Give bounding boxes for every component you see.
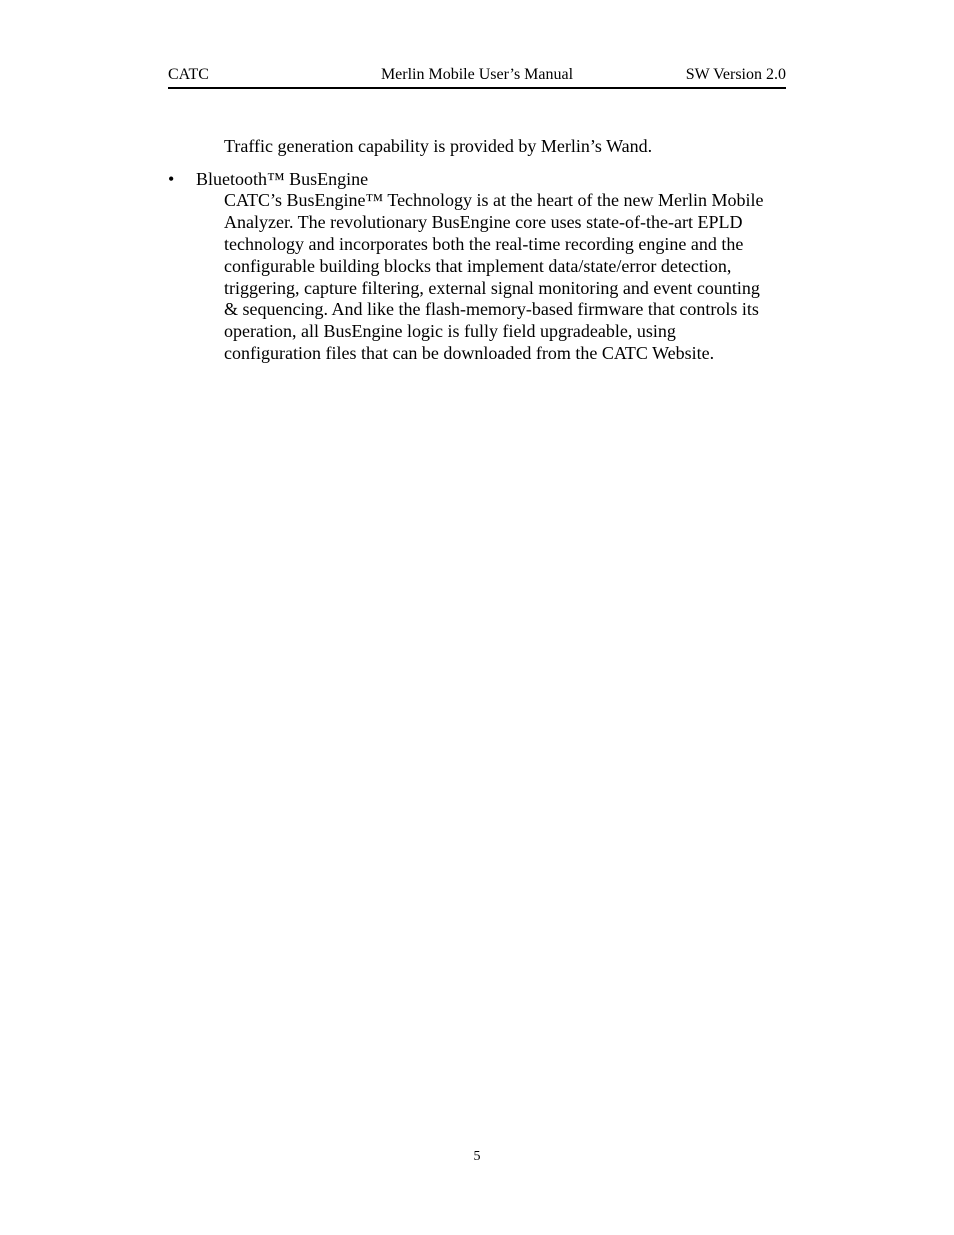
header-manual-title: Merlin Mobile User’s Manual: [380, 66, 574, 83]
page-header: [168, 64, 786, 89]
body-line: configurable building blocks that implement data/state/error detection,: [224, 255, 732, 276]
body-line: Analyzer. The revolutionary BusEngine core uses state-of-the-art EPLD: [224, 211, 743, 232]
bullet-title: Bluetooth™ BusEngine: [196, 169, 369, 189]
body-line: configuration files that can be downloaded from the CATC Website.: [224, 343, 715, 364]
body-line: operation, all BusEngine logic is fully field upgradeable, using: [224, 321, 676, 342]
bullet-body-paragraph: [224, 190, 788, 365]
header-company: CATC: [168, 66, 209, 83]
bullet-icon: •: [168, 169, 175, 189]
body-line: & sequencing. And like the flash-memory-based firmware that controls its: [224, 299, 759, 320]
body-line: triggering, capture filtering, external signal monitoring and event counting: [224, 277, 760, 298]
page-number: 5: [473, 1149, 481, 1164]
intro-paragraph: Traffic generation capability is provided by Merlin’s Wand.: [224, 136, 653, 156]
body-line: CATC’s BusEngine™ Technology is at the heart of the new Merlin Mobile: [224, 190, 764, 210]
body-line: technology and incorporates both the real-time recording engine and the: [224, 233, 744, 254]
header-version: SW Version 2.0: [685, 66, 786, 83]
